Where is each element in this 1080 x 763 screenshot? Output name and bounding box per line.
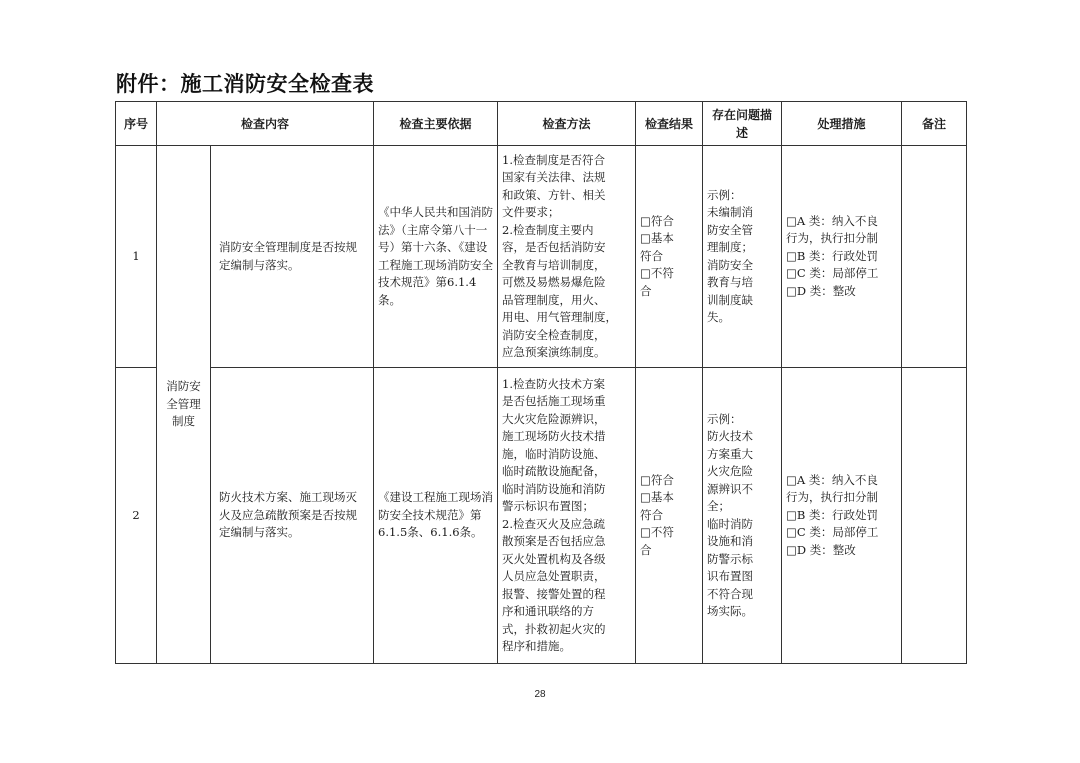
problem-line: 理制度； xyxy=(707,240,754,254)
header-basis: 检查主要依据 xyxy=(374,102,498,146)
method-line: 可燃及易燃易爆危险 xyxy=(502,275,606,289)
header-remark: 备注 xyxy=(902,102,967,146)
problem-line: 消防安全 xyxy=(707,257,754,272)
method-line: 临时消防设施和消防 xyxy=(502,481,606,496)
content-text: 防火技术方案、施工现场灭火及应急疏散预案是否按规定编制与落实。 xyxy=(219,490,357,540)
result-option-basic[interactable]: □基本 xyxy=(640,490,674,505)
method-line: 和政策、方针、相关 xyxy=(502,187,606,202)
row-remark xyxy=(902,146,967,368)
problem-line: 识布置图 xyxy=(707,569,754,583)
method-line: 2.检查灭火及应急疏 xyxy=(502,516,605,531)
problem-line: 示例： xyxy=(707,187,742,202)
row-method xyxy=(498,146,636,368)
content-text: 消防安全管理制度是否按规定编制与落实。 xyxy=(219,240,357,272)
method-line: 灭火处置机构及各级 xyxy=(502,551,606,566)
row-seq: 1 xyxy=(116,146,157,368)
problem-line: 火灾危险 xyxy=(707,464,754,478)
problem-line: 失。 xyxy=(707,310,731,324)
method-line: 2.检查制度主要内 xyxy=(502,222,594,237)
result-option-conform[interactable]: □符合 xyxy=(640,472,674,487)
header-result: 检查结果 xyxy=(636,102,703,146)
header-problem: 存在问题描述 xyxy=(703,102,782,146)
inspection-table xyxy=(115,101,967,664)
measure-option-c[interactable]: □C 类：局部停工 xyxy=(786,266,879,281)
problem-line: 全； xyxy=(707,499,731,513)
category-label: 消防安全管理制度 xyxy=(166,379,201,429)
result-option-nonconform-cont: 合 xyxy=(640,283,652,298)
category-cell xyxy=(157,146,211,664)
problem-line: 示例： xyxy=(707,411,742,426)
problem-line: 设施和消 xyxy=(707,534,754,548)
method-line: 国家有关法律、法规 xyxy=(502,170,606,184)
method-line: 程序和措施。 xyxy=(502,639,572,653)
header-row xyxy=(116,102,967,146)
problem-line: 防火技术 xyxy=(707,429,754,443)
result-option-conform[interactable]: □符合 xyxy=(640,213,674,228)
row-measures xyxy=(782,146,902,368)
measure-option-a[interactable]: □A 类：纳入不良 xyxy=(786,213,878,228)
row-problem xyxy=(703,368,782,664)
row-method xyxy=(498,368,636,664)
measure-option-b[interactable]: □B 类：行政处罚 xyxy=(786,507,878,522)
row-result xyxy=(636,368,703,664)
row-problem xyxy=(703,146,782,368)
page-number: 28 xyxy=(534,689,546,700)
header-seq: 序号 xyxy=(116,102,157,146)
basis-text: 《建设工程施工现场消防安全技术规范》第6.1.5条、6.1.6条。 xyxy=(378,490,494,540)
problem-line: 临时消防 xyxy=(707,516,754,531)
result-option-nonconform[interactable]: □不符 xyxy=(640,266,674,281)
measure-option-c[interactable]: □C 类：局部停工 xyxy=(786,525,879,540)
basis-text: 《中华人民共和国消防法》（主席令第八十一号）第十六条、《建设工程施工现场消防安全技术规范》第6.1.4条。 xyxy=(378,205,494,307)
header-content: 检查内容 xyxy=(157,102,374,146)
header-method: 检查方法 xyxy=(498,102,636,146)
measure-option-a-cont: 行为，执行扣分制 xyxy=(786,231,879,246)
row-basis xyxy=(374,368,498,664)
measure-option-d[interactable]: □D 类：整改 xyxy=(786,283,856,298)
measure-option-d[interactable]: □D 类：整改 xyxy=(786,542,856,557)
problem-line: 教育与培 xyxy=(707,275,754,289)
method-line: 式，扑救初起火灾的 xyxy=(502,621,606,636)
result-option-basic-cont: 符合 xyxy=(640,248,664,263)
method-line: 人员应急处置职责， xyxy=(502,569,606,583)
table-row xyxy=(116,368,967,664)
row-content xyxy=(211,146,374,368)
method-line: 品管理制度，用火、 xyxy=(502,292,606,307)
method-line: 散预案是否包括应急 xyxy=(502,534,606,548)
method-line: 1.检查制度是否符合 xyxy=(502,152,605,167)
method-line: 警示标识布置图； xyxy=(502,499,595,513)
row-seq: 2 xyxy=(116,368,157,664)
problem-line: 场实际。 xyxy=(707,604,754,618)
row-measures xyxy=(782,368,902,664)
method-line: 全教育与培训制度， xyxy=(502,257,606,272)
measure-option-a[interactable]: □A 类：纳入不良 xyxy=(786,472,878,487)
problem-line: 未编制消 xyxy=(707,205,754,219)
method-line: 文件要求； xyxy=(502,205,560,219)
result-option-nonconform-cont: 合 xyxy=(640,542,652,557)
result-option-basic[interactable]: □基本 xyxy=(640,231,674,246)
method-line: 施，临时消防设施、 xyxy=(502,446,606,461)
measure-option-b[interactable]: □B 类：行政处罚 xyxy=(786,248,878,263)
problem-line: 防警示标 xyxy=(707,551,754,566)
result-option-nonconform[interactable]: □不符 xyxy=(640,525,674,540)
row-basis xyxy=(374,146,498,368)
method-line: 消防安全检查制度， xyxy=(502,327,606,342)
problem-line: 训制度缺 xyxy=(707,292,754,307)
method-line: 施工现场防火技术措 xyxy=(502,429,606,443)
measure-option-a-cont: 行为，执行扣分制 xyxy=(786,490,879,505)
method-line: 序和通讯联络的方 xyxy=(502,604,595,618)
method-line: 大火灾危险源辨识， xyxy=(502,411,606,426)
problem-line: 防安全管 xyxy=(707,222,754,237)
row-content xyxy=(211,368,374,664)
method-line: 1.检查防火技术方案 xyxy=(502,376,605,391)
method-line: 用电、用气管理制度， xyxy=(502,310,618,324)
header-measures: 处理措施 xyxy=(782,102,902,146)
problem-line: 源辨识不 xyxy=(707,481,754,496)
row-remark xyxy=(902,368,967,664)
problem-line: 不符合现 xyxy=(707,586,754,601)
method-line: 是否包括施工现场重 xyxy=(502,394,606,408)
row-result xyxy=(636,146,703,368)
method-line: 临时疏散设施配备， xyxy=(502,464,606,478)
problem-line: 方案重大 xyxy=(707,446,754,461)
method-line: 应急预案演练制度。 xyxy=(502,345,606,359)
table-row xyxy=(116,146,967,368)
method-line: 容，是否包括消防安 xyxy=(502,240,606,254)
result-option-basic-cont: 符合 xyxy=(640,507,664,522)
method-line: 报警、接警处置的程 xyxy=(502,586,606,601)
document-title: 附件：施工消防安全检查表 xyxy=(116,71,374,96)
